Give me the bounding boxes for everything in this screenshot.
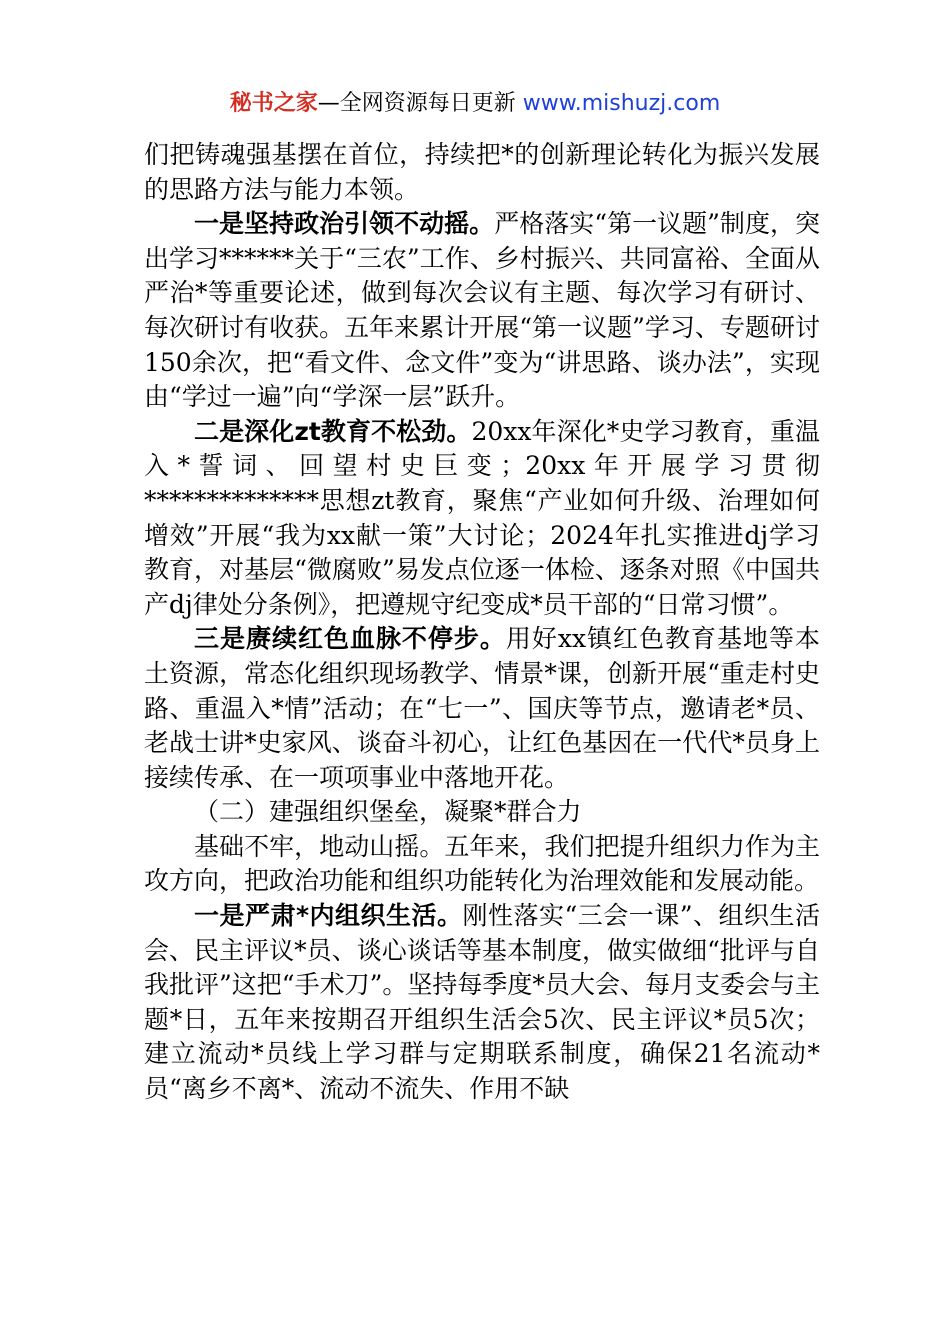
- paragraph-lead: 三是赓续红色血脉不停步。: [194, 624, 506, 654]
- paragraph: [144, 207, 820, 415]
- paragraph-lead: 一是坚持政治引领不动摇。: [194, 209, 495, 239]
- paragraph: [144, 622, 820, 795]
- paragraph-text: 用好xx镇红色教育基地等本土资源，常态化组织现场教学、情景*课，创新开展“重走村史路、重温入*情”活动；在“七一”、国庆等节点，邀请老*员、老战士讲*史家风、谈奋斗初心，让红色基因在一代代*员身上接续传承、在一项项事业中落地开花。: [144, 624, 820, 792]
- header-tagline: —全网资源每日更新: [317, 91, 523, 116]
- paragraph-lead: 一是严肃*内组织生活。: [194, 901, 463, 931]
- section-heading-text: （二）建强组织堡垒，凝聚*群合力: [194, 797, 582, 827]
- paragraph-text: 刚性落实“三会一课”、组织生活会、民主评议*员、谈心谈话等基本制度，做实做细“批评与自我批评”这把“手术刀”。坚持每季度*员大会、每月支委会与主题*日，五年来按期召开组织生活会5次、民主评议*员5次；建立流动*员线上学习群与定期联系制度，确保21名流动*员“离乡不离*、流动不流失、作用不缺: [144, 901, 820, 1104]
- paragraph: [144, 415, 820, 623]
- paragraph: [144, 138, 820, 207]
- section-heading: [144, 795, 820, 830]
- paragraph: [144, 899, 820, 1107]
- brand-name: 秘书之家: [229, 91, 318, 116]
- paragraph: [144, 830, 820, 899]
- paragraph-lead: 二是深化zt教育不松劲。: [194, 416, 472, 446]
- page-header: [0, 88, 950, 120]
- paragraph-text: 们把铸魂强基摆在首位，持续把*的创新理论转化为振兴发展的思路方法与能力本领。: [144, 140, 820, 204]
- paragraph-text: 基础不牢，地动山摇。五年来，我们把提升组织力作为主攻方向，把政治功能和组织功能转化为治理效能和发展动能。: [144, 831, 820, 896]
- paragraph-text: 20xx年深化*史学习教育，重温入*誓词、回望村史巨变；20xx年开展学习贯彻**************思想zt教育，聚焦“产业如何升级、治理如何增效”开展“我为xx献一策”大讨论；2024年扎实推进dj学习教育，对基层“微腐败”易发点位逐一体检、逐条对照《中国共产dj律处分条例》，把遵规守纪变成*员干部的“日常习惯”。: [144, 416, 820, 619]
- paragraph-text: 严格落实“第一议题”制度，突出学习******关于“三农”工作、乡村振兴、共同富裕、全面从严治*等重要论述，做到每次会议有主题、每次学习有研讨、每次研讨有收获。五年来累计开展“第一议题”学习、专题研讨150余次，把“看文件、念文件”变为“讲思路、谈办法”，实现由“学过一遍”向“学深一层”跃升。: [144, 209, 820, 412]
- document-body: [144, 138, 820, 1107]
- site-url-link[interactable]: www.mishuzj.com: [522, 91, 721, 116]
